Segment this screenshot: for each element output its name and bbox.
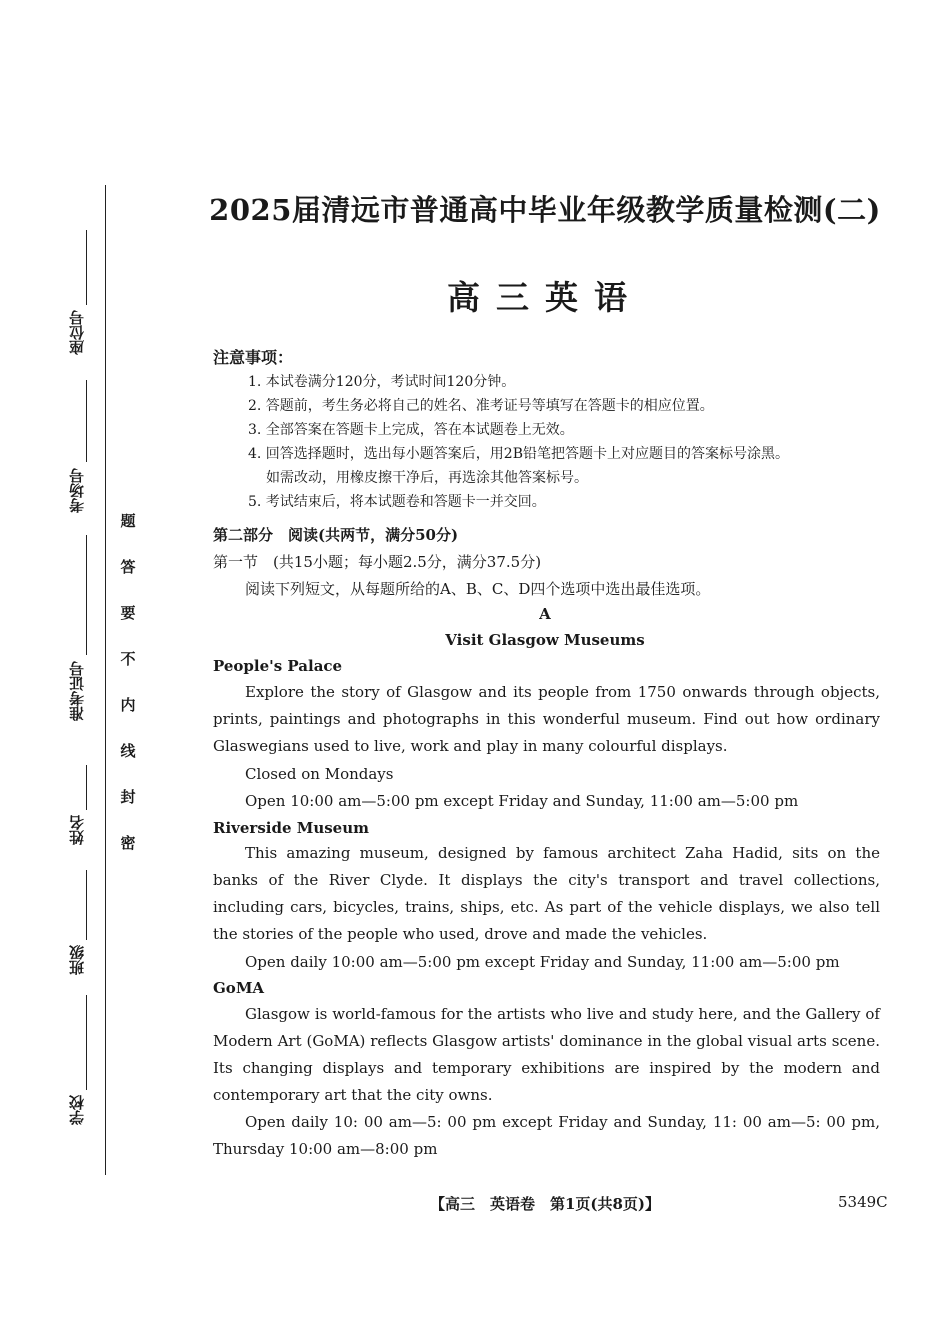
- section-title: 第一节 (共15小题；每小题2.5分，满分37.5分): [213, 553, 542, 571]
- admission-number-label: 准考证号: [68, 661, 86, 721]
- museum-hours: Open daily 10: 00 am—5: 00 pm except Friday and Sunday, 11: 00 am—5: 00 pm, Thursday 10:00 am—8:00 pm: [213, 1113, 880, 1158]
- seat-number-label: 座位号: [68, 310, 86, 355]
- notice-item: 1. 本试卷满分120分，考试时间120分钟。: [248, 374, 516, 390]
- museum-description: Explore the story of Glasgow and its people from 1750 onwards through objects, prints, paintings and photographs in this wonderful museum. Find out how ordinary Glaswegians used to live, work and play in many colourful displays.: [213, 683, 880, 755]
- museum-name: Riverside Museum: [213, 819, 369, 837]
- seat-number-field: [60, 230, 100, 370]
- seal-char: 不: [120, 650, 136, 668]
- museum-hours: Closed on Mondays: [245, 765, 394, 783]
- exam-room-field: [60, 380, 100, 525]
- seal-char: 答: [120, 558, 136, 576]
- instruction: 阅读下列短文，从每题所给的A、B、C、D四个选项中选出最佳选项。: [245, 580, 711, 598]
- notice-item: 2. 答题前，考生务必将自己的姓名、准考证号等填写在答题卡的相应位置。: [248, 398, 714, 414]
- paper-code: 5349C: [838, 1193, 888, 1211]
- passage-letter: A: [539, 605, 551, 623]
- museum-name: People's Palace: [213, 657, 343, 675]
- museum-description: This amazing museum, designed by famous architect Zaha Hadid, sits on the banks of the River Clyde. It displays the city's transport and travel collections, including cars, bicycles, trains, ships, etc. As part of the vehicle displays, we also tell the stories of the people who used, drove and made the vehicles.: [213, 844, 880, 943]
- name-field: [60, 765, 100, 860]
- school-label: 学校: [68, 1095, 86, 1125]
- school-field: [60, 995, 100, 1135]
- seal-char: 密: [120, 834, 136, 852]
- exam-title: 2025届清远市普通高中毕业年级教学质量检测(二): [209, 193, 881, 227]
- notice-heading: 注意事项：: [213, 348, 294, 367]
- museum-description: Glasgow is world-famous for the artists who live and study here, and the Gallery of Modern Art (GoMA) reflects Glasgow artists' dominance in the global visual arts scene. Its changing displays and temporary exhibitions are inspired by the modern and contemporary art that the city owns.: [213, 1005, 880, 1104]
- seal-char: 要: [120, 604, 136, 622]
- notice-item: 5. 考试结束后，将本试题卷和答题卡一并交回。: [248, 494, 546, 510]
- exam-room-label: 考场号: [68, 468, 86, 513]
- page-footer: 【高三 英语卷 第1页(共8页)】: [429, 1195, 661, 1213]
- museum-name: GoMA: [213, 979, 265, 997]
- notice-item: 4. 回答选择题时，选出每小题答案后，用2B铅笔把答题卡上对应题目的答案标号涂黑。: [248, 446, 790, 462]
- admission-number-field: [60, 535, 100, 755]
- name-label: 姓名: [68, 815, 86, 845]
- part-title: 第二部分 阅读(共两节，满分50分): [213, 526, 459, 544]
- passage-title: Visit Glasgow Museums: [445, 631, 645, 649]
- museum-hours: Open daily 10:00 am—5:00 pm except Friday and Sunday, 11:00 am—5:00 pm: [245, 953, 840, 971]
- seal-char: 封: [120, 788, 136, 806]
- notice-item: 如需改动，用橡皮擦干净后，再选涂其他答案标号。: [266, 470, 588, 486]
- seal-char: 题: [120, 512, 136, 530]
- subject-title: 高三英语: [447, 278, 643, 317]
- seal-char: 线: [120, 742, 136, 760]
- notice-item: 3. 全部答案在答题卡上完成，答在本试题卷上无效。: [248, 422, 574, 438]
- binding-rule: [105, 185, 106, 1175]
- class-field: [60, 870, 100, 985]
- seal-char: 内: [120, 696, 136, 714]
- museum-hours: Open 10:00 am—5:00 pm except Friday and Sunday, 11:00 am—5:00 pm: [245, 792, 799, 810]
- class-label: 班级: [68, 945, 86, 975]
